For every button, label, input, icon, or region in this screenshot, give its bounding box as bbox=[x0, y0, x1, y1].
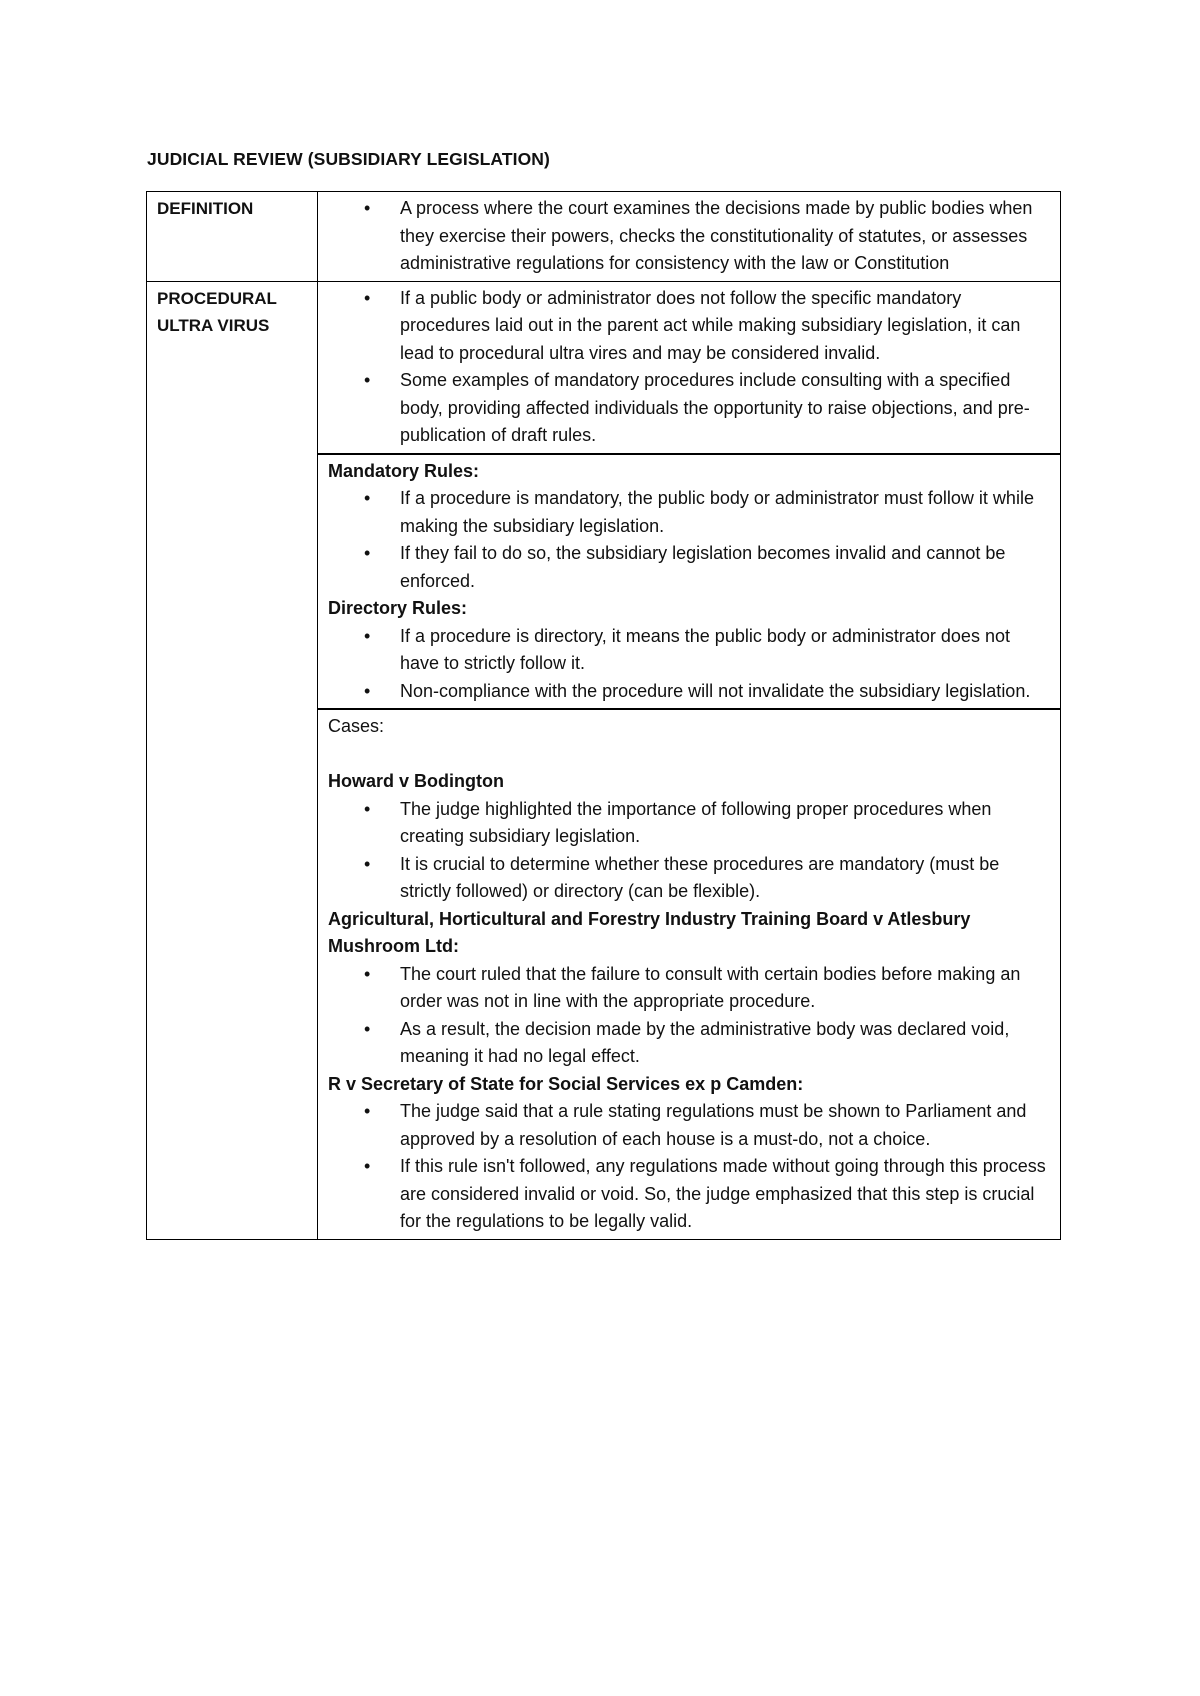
directory-rules-heading: Directory Rules: bbox=[328, 598, 468, 618]
case-name-howard: Howard v Bodington bbox=[328, 771, 504, 791]
table-row-definition bbox=[147, 192, 1061, 282]
list-item: • If a procedure is mandatory, the public body or administrator must follow it while making the subsidiary legislation. bbox=[328, 485, 1050, 540]
list-item: • Non-compliance with the procedure will not invalidate the subsidiary legislation. bbox=[328, 678, 1050, 706]
definition-content-cell bbox=[318, 192, 1061, 282]
table-row-procedural-rules bbox=[147, 454, 1061, 710]
definition-label-cell bbox=[147, 192, 318, 282]
case-agricultural-bullet-list bbox=[328, 961, 1050, 1071]
list-item: • It is crucial to determine whether these procedures are mandatory (must be strictly followed) or directory (can be flexible). bbox=[328, 851, 1050, 906]
definition-label: DEFINITION bbox=[157, 199, 254, 218]
list-item: • Some examples of mandatory procedures include consulting with a specified body, providing affected individuals the opportunity to raise objections, and pre-publication of draft rules. bbox=[328, 367, 1050, 450]
page-title: JUDICIAL REVIEW (SUBSIDIARY LEGISLATION) bbox=[147, 149, 550, 169]
procedural-label-cell bbox=[147, 281, 318, 454]
list-item: • A process where the court examines the decisions made by public bodies when they exercise their powers, checks the constitutionality of statutes, or assesses administrative regulations for consistency with the law or Constitution bbox=[328, 195, 1050, 278]
definition-bullet-list bbox=[328, 195, 1050, 278]
procedural-label-cell-empty bbox=[147, 454, 318, 710]
directory-rules-bullet-list bbox=[328, 623, 1050, 706]
procedural-label-line2: ULTRA VIRUS bbox=[157, 316, 270, 335]
procedural-intro-bullet-list bbox=[328, 285, 1050, 450]
procedural-label-line1: PROCEDURAL bbox=[157, 288, 277, 308]
list-item: • If they fail to do so, the subsidiary legislation becomes invalid and cannot be enforced. bbox=[328, 540, 1050, 595]
list-item: • The judge highlighted the importance of following proper procedures when creating subsidiary legislation. bbox=[328, 796, 1050, 851]
notes-table bbox=[146, 191, 1061, 1240]
procedural-cases-cell bbox=[318, 709, 1061, 1239]
procedural-label-cell-empty bbox=[147, 709, 318, 1239]
procedural-intro-cell bbox=[318, 281, 1061, 454]
list-item: • As a result, the decision made by the administrative body was declared void, meaning it had no legal effect. bbox=[328, 1016, 1050, 1071]
procedural-rules-cell bbox=[318, 454, 1061, 710]
cases-spacer bbox=[328, 741, 1050, 769]
table-row-procedural-cases bbox=[147, 709, 1061, 1239]
list-item: • The court ruled that the failure to consult with certain bodies before making an order was not in line with the appropriate procedure. bbox=[328, 961, 1050, 1016]
case-name-agricultural: Agricultural, Horticultural and Forestry Industry Training Board v Atlesbury Mushroom Ltd: bbox=[328, 908, 971, 956]
table-row-procedural-intro bbox=[147, 281, 1061, 454]
mandatory-rules-heading: Mandatory Rules: bbox=[328, 460, 480, 481]
list-item: • The judge said that a rule stating regulations must be shown to Parliament and approved by a resolution of each house is a must-do, not a choice. bbox=[328, 1098, 1050, 1153]
list-item: • If this rule isn't followed, any regulations made without going through this process are considered invalid or void. So, the judge emphasized that this step is crucial for the regulations to be legally valid. bbox=[328, 1153, 1050, 1236]
case-name-camden: R v Secretary of State for Social Services ex p Camden: bbox=[328, 1073, 804, 1094]
cases-heading: Cases: bbox=[328, 716, 385, 736]
mandatory-rules-bullet-list bbox=[328, 485, 1050, 595]
list-item: • If a public body or administrator does not follow the specific mandatory procedures laid out in the parent act while making subsidiary legislation, it can lead to procedural ultra vires and may be considered invalid. bbox=[328, 285, 1050, 368]
list-item: • If a procedure is directory, it means the public body or administrator does not have to strictly follow it. bbox=[328, 623, 1050, 678]
case-camden-bullet-list bbox=[328, 1098, 1050, 1236]
case-howard-bullet-list bbox=[328, 796, 1050, 906]
